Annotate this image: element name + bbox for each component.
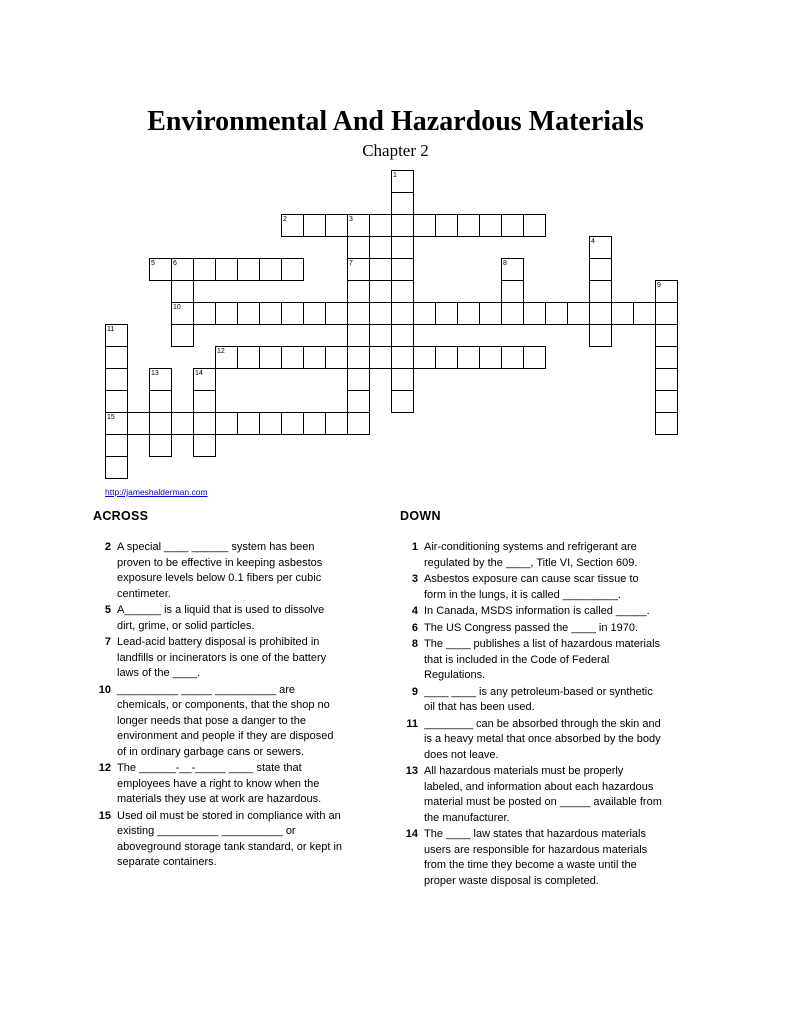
crossword-cell [347,258,370,281]
clue-item [400,637,662,684]
crossword-cell [501,280,524,303]
crossword-cell [391,258,414,281]
crossword-cell [479,302,502,325]
crossword-cell [215,346,238,369]
crossword-cell [391,368,414,391]
clue-item [93,635,343,682]
down-column [400,509,662,890]
crossword-cell [237,302,260,325]
crossword-cell [149,368,172,391]
crossword-cell [303,214,326,237]
crossword-cell [347,214,370,237]
clue-item [400,764,662,826]
crossword-cell [655,368,678,391]
clue-item [93,809,343,871]
clue-item [400,621,662,637]
crossword-cell [501,258,524,281]
crossword-cell [567,302,590,325]
clue-section [93,509,662,890]
crossword-cell [171,280,194,303]
crossword-cell [193,434,216,457]
crossword-cell [391,192,414,215]
clue-number: 6 [411,621,418,634]
crossword-cell [281,302,304,325]
crossword-cell [149,412,172,435]
crossword-cell [105,346,128,369]
crossword-cell [281,346,304,369]
crossword-cell [391,280,414,303]
cell-number: 8 [503,260,507,267]
crossword-cell [259,302,282,325]
clue-number: 13 [405,765,418,777]
clue-item [93,540,343,602]
cell-number: 12 [217,348,225,355]
worksheet-title: Environmental And Hazardous Materials [147,106,644,137]
clue-number: 4 [411,605,418,617]
crossword-cell [347,412,370,435]
crossword-cell [347,390,370,413]
crossword-cell [501,302,524,325]
clue-number: 1 [411,541,418,553]
crossword-cell [589,258,612,281]
crossword-cell [149,390,172,413]
crossword-cell [457,302,480,325]
crossword-cell [391,324,414,347]
clue-text: __________ _____ __________ are chemicals, or components, that the shop no longer needs that pose a danger to the environment and people if they are disposed of in ordinary garbage cans or sewers. [117,683,334,758]
clue-text: Air-conditioning systems and refrigerant are regulated by the ____, Title VI, Section 609. [424,541,638,569]
clue-text: The ____ law states that hazardous materials users are responsible for hazardous materials from the time they become a waste until the proper waste disposal is completed. [424,828,648,887]
crossword-cell [545,302,568,325]
clue-text: Used oil must be stored in compliance with an existing __________ __________ or aboveground storage tank standard, or kept in separate containers. [117,809,343,868]
crossword-cell [171,302,194,325]
chapter-subtitle: Chapter 2 [362,141,429,160]
crossword-cell [325,346,348,369]
crossword-cell [391,236,414,259]
crossword-cell [435,302,458,325]
crossword-cell [171,258,194,281]
crossword-cell [193,390,216,413]
down-clue-list [400,540,662,889]
crossword-cell [391,302,414,325]
crossword-cell [479,346,502,369]
crossword-cell [347,236,370,259]
clue-number: 7 [104,636,111,648]
crossword-cell [391,170,414,193]
crossword-cell [347,324,370,347]
across-clue-list [93,540,343,871]
clue-number: 14 [405,828,418,840]
crossword-cell [171,412,194,435]
crossword-cell [281,258,304,281]
crossword-cell [369,346,392,369]
clue-text: Asbestos exposure can cause scar tissue to form in the lungs, it is called _________. [424,573,639,601]
crossword-cell [281,412,304,435]
crossword-cell [259,258,282,281]
crossword-cell [501,214,524,237]
crossword-cell [347,302,370,325]
crossword-cell [589,302,612,325]
clue-item [93,761,343,808]
crossword-cell [193,412,216,435]
crossword-cell [369,302,392,325]
clue-number: 10 [98,683,111,696]
crossword-cell [655,302,678,325]
crossword-cell [479,214,502,237]
crossword-cell [435,214,458,237]
crossword-cell [633,302,656,325]
across-header: ACROSS [93,509,149,523]
crossword-cell [369,214,392,237]
crossword-cell [105,390,128,413]
source-link[interactable]: http://jameshalderman.com [105,487,208,497]
clue-number: 9 [411,685,418,698]
crossword-cell [523,214,546,237]
clue-number: 2 [104,541,111,553]
crossword-cell [655,390,678,413]
crossword-cell [281,214,304,237]
cell-number: 14 [195,370,203,377]
clue-number: 8 [411,638,418,650]
cell-number: 10 [173,304,181,311]
clue-number: 12 [98,762,111,774]
cell-number: 9 [657,282,661,289]
crossword-cell [149,258,172,281]
crossword-cell [259,412,282,435]
crossword-cell [589,236,612,259]
clue-item [400,717,662,764]
crossword-cell [347,280,370,303]
crossword-cell [589,280,612,303]
cell-number: 5 [151,260,155,267]
clue-text: The ____ publishes a list of hazardous materials that is included in the Code of Federal Regulations. [424,638,661,681]
crossword-cell [391,390,414,413]
crossword-cell [501,346,524,369]
crossword-cell [303,302,326,325]
clue-text: ____ ____ is any petroleum-based or synthetic oil that has been used. [424,685,653,713]
crossword-cell [105,434,128,457]
clue-item [400,604,662,620]
crossword-cell [105,456,128,479]
crossword-cell [215,302,238,325]
cell-number: 4 [591,238,595,245]
crossword-cell [369,258,392,281]
crossword-cell [413,346,436,369]
cell-number: 7 [349,260,353,267]
crossword-cell [413,302,436,325]
clue-number: 3 [411,573,418,585]
crossword-cell [391,346,414,369]
crossword-cell [325,214,348,237]
crossword-cell [413,214,436,237]
crossword-cell [193,302,216,325]
crossword-cell [611,302,634,325]
crossword-cell [325,412,348,435]
clue-text: ________ can be absorbed through the skin and is a heavy metal that once absorbed by the body does not leave. [424,717,661,761]
crossword-cell [457,214,480,237]
clue-number: 15 [98,809,111,822]
clue-text: Lead-acid battery disposal is prohibited in landfills or incinerators is one of the battery laws of the ____. [117,636,327,679]
crossword-cell [105,368,128,391]
crossword-cell [259,346,282,369]
cell-number: 15 [107,414,115,421]
crossword-cell [391,214,414,237]
crossword-cell [435,346,458,369]
cell-number: 1 [393,172,397,179]
crossword-cell [347,368,370,391]
cell-number: 2 [283,216,287,223]
crossword-cell [193,258,216,281]
crossword-cell [523,346,546,369]
crossword-cell [589,324,612,347]
clue-text: The US Congress passed the ____ in 1970. [424,621,639,634]
crossword-cell [325,302,348,325]
across-column [93,509,343,890]
crossword-cell [105,412,128,435]
clue-item [93,683,343,761]
crossword-cell [149,434,172,457]
clue-number: 11 [406,717,418,730]
clue-text: A______ is a liquid that is used to dissolve dirt, grime, or solid particles. [117,604,325,632]
clue-text: All hazardous materials must be properly labeled, and information about each hazardous material must be posted on _____ available from the manufacturer. [424,765,662,824]
clue-item [93,603,343,634]
crossword-cell [523,302,546,325]
crossword-cell [303,346,326,369]
cell-number: 3 [349,216,353,223]
clue-item [400,827,662,889]
clue-item [400,572,662,603]
crossword-cell [655,280,678,303]
crossword-cell [655,412,678,435]
crossword-cell [105,324,128,347]
clue-text: In Canada, MSDS information is called _____. [424,605,650,617]
crossword-cell [303,412,326,435]
cell-number: 11 [107,326,115,333]
crossword-cell [237,346,260,369]
crossword-cell [655,346,678,369]
crossword-cell [127,412,150,435]
clue-number: 5 [104,604,111,616]
crossword-cell [171,324,194,347]
clue-item [400,540,662,571]
crossword-cell [457,346,480,369]
down-header: DOWN [400,509,441,523]
crossword-cell [655,324,678,347]
cell-number: 13 [151,370,159,377]
crossword-cell [347,346,370,369]
crossword-cell [193,368,216,391]
crossword-cell [237,258,260,281]
crossword-cell [215,258,238,281]
crossword-cell [237,412,260,435]
clue-item [400,685,662,716]
clue-text: A special ____ ______ system has been proven to be effective in keeping asbestos exposure levels below 0.1 fibers per cubic centimeter. [117,541,323,600]
cell-number: 6 [173,260,177,267]
crossword-cell [215,412,238,435]
clue-text: The ______-__-_____ ____ state that employees have a right to know when the materials they use at work are hazardous. [117,762,322,805]
